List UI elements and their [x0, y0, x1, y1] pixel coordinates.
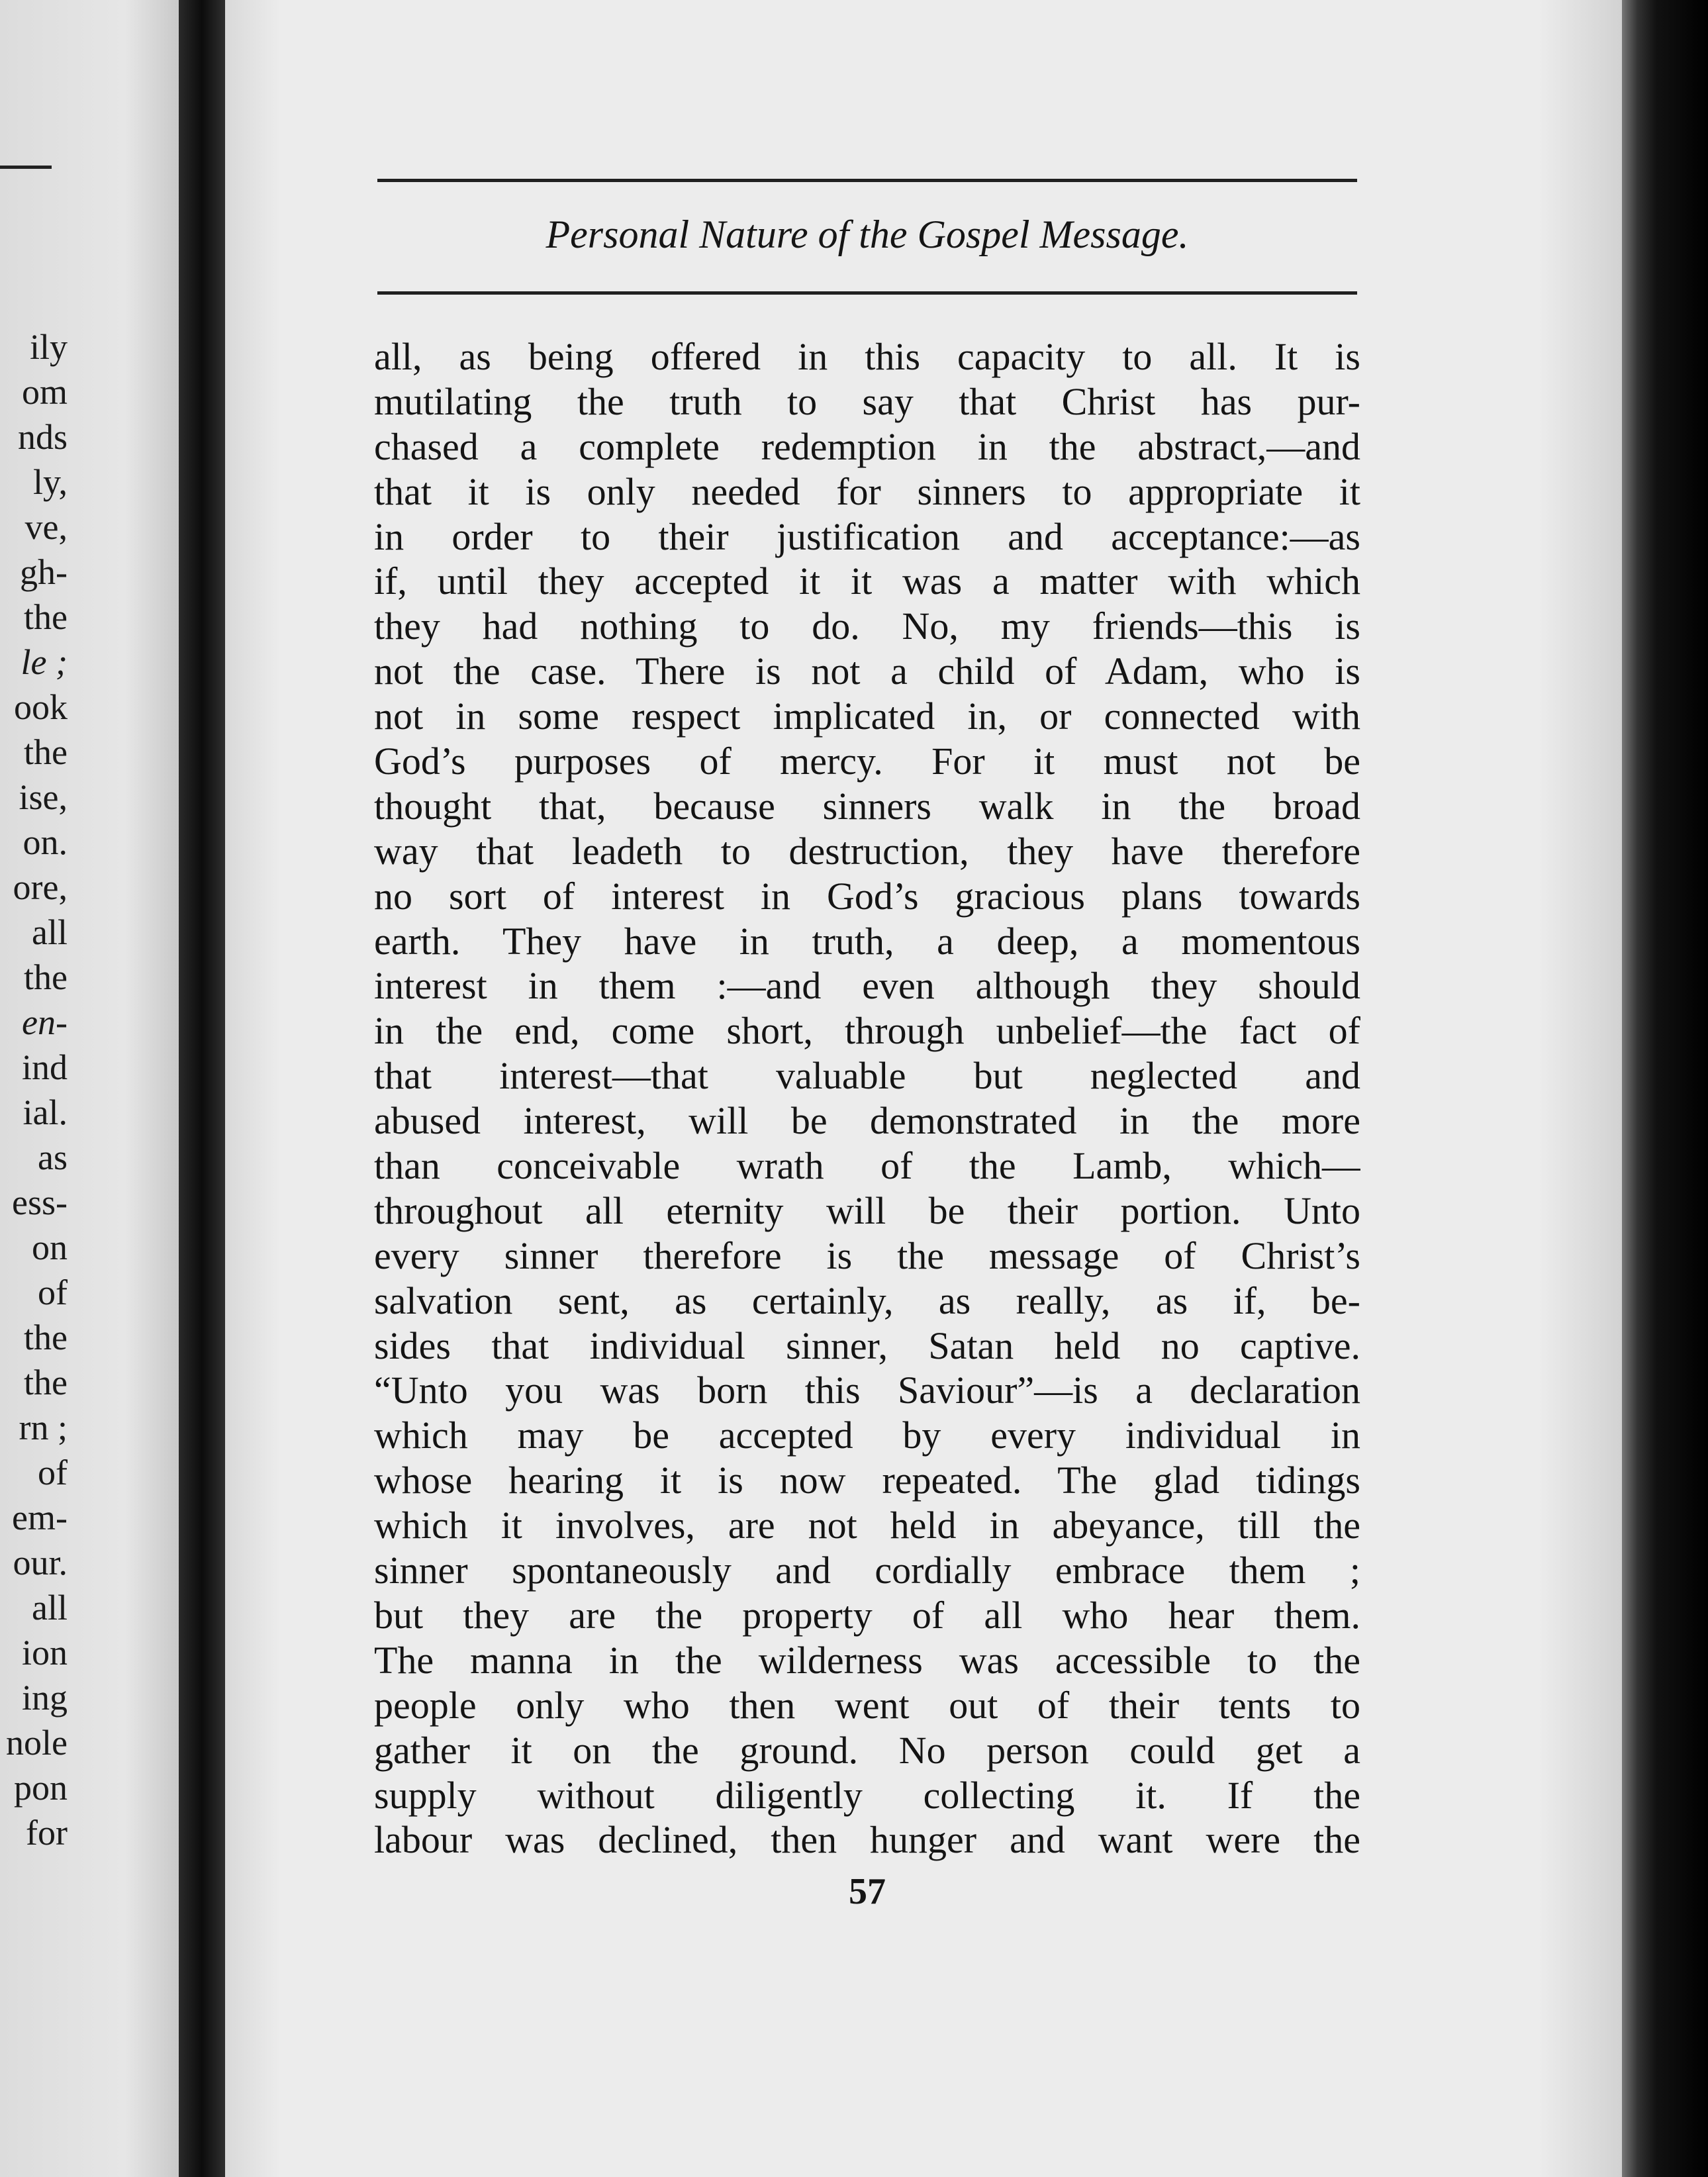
left-page-line: the [24, 1318, 68, 1357]
text-line: in the end, come short, through unbelief—the fact of [374, 1009, 1360, 1053]
text-line: they had nothing to do. No, my friends—this is [374, 605, 1360, 648]
text-line: if, until they accepted it it was a matter with which [374, 559, 1360, 603]
text-line: God’s purposes of mercy. For it must not be [374, 740, 1360, 783]
left-page-text [0, 324, 179, 1855]
left-page-line: of [38, 1273, 68, 1312]
header-rule-bottom [377, 291, 1357, 295]
left-page-line: ion [21, 1633, 68, 1672]
text-line: supply without diligently collecting it. If the [374, 1773, 1360, 1817]
header-rule-top [377, 179, 1357, 182]
text-line: every sinner therefore is the message of Christ’s [374, 1234, 1360, 1277]
book-gutter [179, 0, 225, 2177]
left-page-line: the [24, 732, 68, 772]
text-line: which may be accepted by every individual in [374, 1414, 1360, 1457]
text-line: The manna in the wilderness was accessible to the [374, 1638, 1360, 1682]
running-head: Personal Nature of the Gospel Message. [546, 213, 1189, 256]
text-line: earth. They have in truth, a deep, a momentous [374, 919, 1360, 963]
text-line: gather it on the ground. No person could get a [374, 1728, 1360, 1772]
text-line: salvation sent, as certainly, as really, as if, be- [374, 1279, 1360, 1322]
text-line: sinner spontaneously and cordially embrace them ; [374, 1549, 1360, 1592]
right-page [225, 0, 1622, 2177]
text-line: that it is only needed for sinners to appropriate it [374, 469, 1360, 513]
left-page-line: nole [6, 1723, 68, 1763]
left-page-rule [0, 166, 52, 169]
text-line: way that leadeth to destruction, they have therefore [374, 829, 1360, 873]
left-page-line: the [24, 1363, 68, 1402]
text-line: no sort of interest in God’s gracious plans towards [374, 874, 1360, 918]
text-line: not in some respect implicated in, or connected with [374, 695, 1360, 738]
text-line: whose hearing it is now repeated. The glad tidings [374, 1459, 1360, 1502]
left-page-line: le ; [21, 642, 68, 682]
body-text [374, 334, 1360, 1863]
left-page-line: ing [21, 1678, 68, 1717]
left-page-line: ve, [24, 507, 68, 547]
left-page-line: ind [21, 1047, 68, 1087]
left-page-line: of [38, 1453, 68, 1492]
left-page-line: our. [13, 1543, 68, 1582]
left-page-line: the [24, 957, 68, 997]
text-line: sides that individual sinner, Satan held no captive. [374, 1324, 1360, 1367]
text-line: “Unto you was born this Saviour”—is a declaration [374, 1369, 1360, 1412]
text-line: in order to their justification and acceptance:—as [374, 514, 1360, 558]
left-page-line: ore, [13, 867, 68, 907]
left-page [0, 0, 179, 2177]
left-page-line: ly, [33, 462, 68, 502]
left-page-line: for [26, 1813, 68, 1853]
text-line: not the case. There is not a child of Adam, who is [374, 650, 1360, 693]
text-line: interest in them :—and even although they should [374, 964, 1360, 1008]
left-page-line: ily [29, 327, 68, 367]
text-line: thought that, because sinners walk in the broad [374, 784, 1360, 828]
left-page-line: the [24, 597, 68, 637]
left-page-line: em- [12, 1498, 68, 1537]
left-page-line: pon [14, 1768, 68, 1808]
left-page-line: ess- [12, 1183, 68, 1222]
book-edge [1622, 0, 1708, 2177]
text-line: chased a complete redemption in the abstract,—and [374, 424, 1360, 468]
left-page-line: ise, [19, 777, 68, 817]
text-line: labour was declined, then hunger and want were the [374, 1818, 1360, 1862]
left-page-line: all [32, 1588, 68, 1627]
text-line: throughout all eternity will be their portion. Unto [374, 1188, 1360, 1232]
text-line: all, as being offered in this capacity to all. It is [374, 335, 1360, 378]
text-line: than conceivable wrath of the Lamb, which— [374, 1144, 1360, 1188]
left-page-line: nds [17, 417, 68, 457]
left-page-line: ook [14, 687, 68, 727]
left-page-line: om [21, 372, 68, 412]
left-page-line: en- [22, 1002, 68, 1042]
left-page-line: gh- [20, 552, 68, 592]
left-page-line: ial. [23, 1092, 68, 1132]
page-number: 57 [849, 1871, 886, 1912]
left-page-line: all [32, 912, 68, 952]
text-line: mutilating the truth to say that Christ has pur- [374, 379, 1360, 423]
text-line: people only who then went out of their tents to [374, 1683, 1360, 1727]
text-line: which it involves, are not held in abeyance, till the [374, 1504, 1360, 1547]
text-line: but they are the property of all who hear them. [374, 1593, 1360, 1637]
left-page-line: rn ; [19, 1408, 68, 1447]
text-line: abused interest, will be demonstrated in the more [374, 1099, 1360, 1143]
left-page-line: as [38, 1137, 68, 1177]
text-line: that interest—that valuable but neglected and [374, 1054, 1360, 1098]
left-page-line: on. [23, 822, 68, 862]
left-page-line: on [32, 1228, 68, 1267]
